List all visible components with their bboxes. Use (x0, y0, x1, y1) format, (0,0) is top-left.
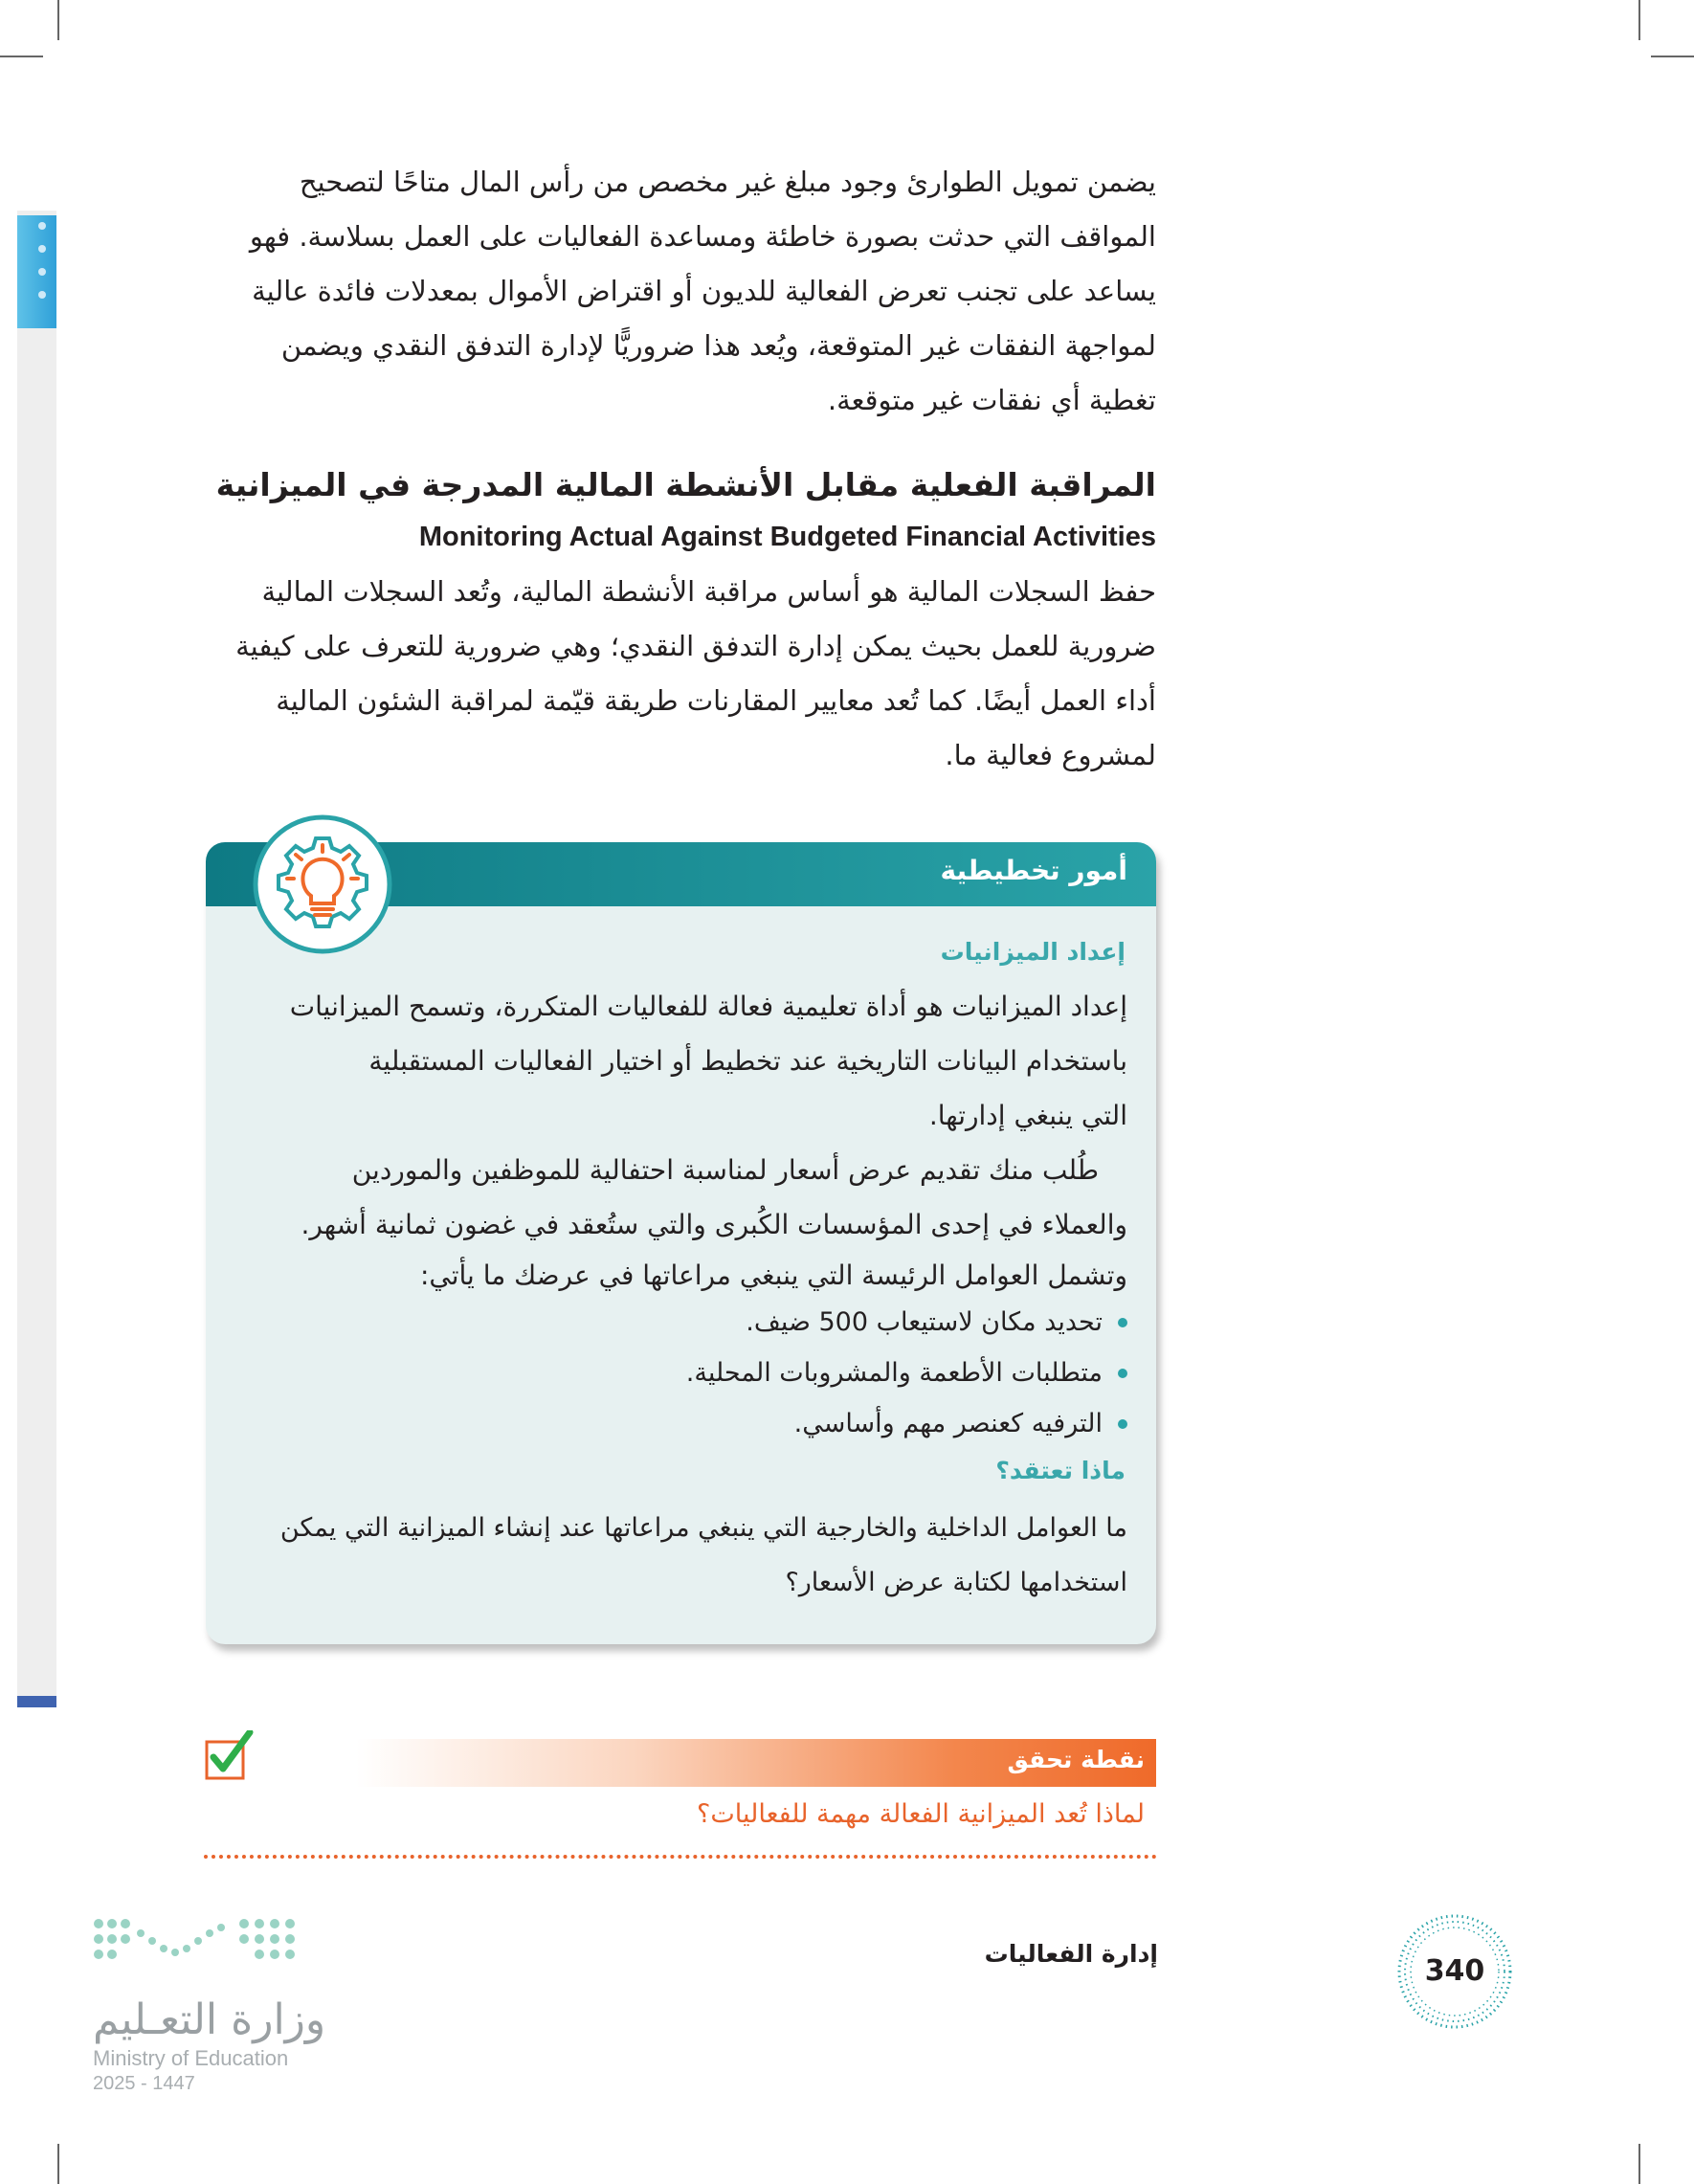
planning-box-subtitle: إعداد الميزانيات (940, 938, 1126, 966)
planning-line: طُلب منك تقديم عرض أسعار لمناسبة احتفالية للموظفين والموردين (351, 1154, 1099, 1186)
question-line: ما العوامل الداخلية والخارجية التي ينبغي مراعاتها عند إنشاء الميزانية التي يمكن (279, 1513, 1127, 1543)
section-line: ضرورية للعمل بحيث يمكن إدارة التدفق النقدي؛ وهي ضرورية للتعرف على كيفية (235, 630, 1156, 662)
ministry-name-ar: وزارة التعـليم (93, 1995, 326, 2044)
ministry-year: 2025 - 1447 (93, 2073, 195, 2094)
side-dot (38, 291, 46, 299)
page-number-badge (1393, 1909, 1517, 2034)
checkmark-icon (204, 1730, 256, 1782)
crop-mark (57, 0, 59, 40)
planning-line: إعداد الميزانيات هو أداة تعليمية فعالة للفعاليات المتكررة، وتسمح الميزانيات (289, 991, 1127, 1022)
requirements-list (686, 1297, 1127, 1449)
question-title: ماذا تعتقد؟ (995, 1457, 1126, 1484)
footer-title: إدارة الفعاليات (984, 1940, 1158, 1968)
intro-line: لمواجهة النفقات غير المتوقعة، ويُعد هذا ضروريًّا لإدارة التدفق النقدي ويضمن (280, 329, 1156, 362)
section-line: أداء العمل أيضًا. كما تُعد معايير المقارنات طريقة قيّمة لمراقبة الشئون المالية (276, 684, 1156, 717)
planning-line: وتشمل العوامل الرئيسة التي ينبغي مراعاتها في عرضك ما يأتي: (419, 1259, 1127, 1291)
planning-line: باستخدام البيانات التاريخية عند تخطيط أو اختيار الفعاليات المستقبلية (368, 1045, 1127, 1077)
section-heading-en: Monitoring Actual Against Budgeted Financial Activities (418, 522, 1156, 552)
crop-mark (1651, 56, 1694, 57)
crop-mark (57, 2144, 59, 2184)
intro-line: المواقف التي حدثت بصورة خاطئة ومساعدة الفعاليات على العمل بسلاسة. فهو (249, 220, 1156, 253)
side-marker (17, 1696, 56, 1707)
side-dot (38, 245, 46, 253)
checkpoint-title: نقطة تحقق (1007, 1746, 1145, 1773)
section-line: لمشروع فعالية ما. (945, 739, 1156, 771)
ministry-name-en: Ministry of Education (93, 2046, 289, 2070)
question-text (266, 1501, 1127, 1610)
intro-line: يضمن تمويل الطوارئ وجود مبلغ غير مخصص من رأس المال متاحًا لتصحيح (299, 166, 1156, 198)
crop-mark (1638, 2144, 1640, 2184)
intro-line: يساعد على تجنب تعرض الفعالية للديون أو اقتراض الأموال بمعدلات فائدة عالية (252, 275, 1156, 307)
gear-lightbulb-icon (252, 813, 393, 955)
crop-mark (1638, 0, 1640, 40)
side-accent (17, 215, 56, 328)
section-paragraph (199, 565, 1156, 783)
side-dot (38, 268, 46, 276)
side-dot (38, 222, 46, 230)
side-strip (17, 211, 56, 1704)
planning-line: التي ينبغي إدارتها. (928, 1100, 1127, 1131)
planning-line: والعملاء في إحدى المؤسسات الكُبرى والتي ستُعقد في غضون ثمانية أشهر. (301, 1209, 1127, 1240)
ministry-logo-icon (91, 1914, 311, 1991)
page-number: 340 (1424, 1954, 1485, 1988)
section-heading-ar: المراقبة الفعلية مقابل الأنشطة المالية المدرجة في الميزانية (215, 466, 1156, 503)
list-item: الترفيه كعنصر مهم وأساسي. (686, 1398, 1127, 1449)
list-item: متطلبات الأطعمة والمشروبات المحلية. (686, 1348, 1127, 1398)
planning-box-title: أمور تخطيطية (940, 855, 1127, 886)
list-item: تحديد مكان لاستيعاب 500 ضيف. (686, 1297, 1127, 1348)
intro-paragraph (199, 155, 1156, 428)
checkpoint-question: لماذا تُعد الميزانية الفعالة مهمة للفعاليات؟ (697, 1799, 1145, 1829)
question-line: استخدامها لكتابة عرض الأسعار؟ (785, 1568, 1127, 1597)
planning-box-text (237, 979, 1127, 1300)
dotted-divider (204, 1855, 1157, 1859)
crop-mark (0, 56, 43, 57)
intro-line: تغطية أي نفقات غير متوقعة. (827, 384, 1156, 416)
section-line: حفظ السجلات المالية هو أساس مراقبة الأنشطة المالية، وتُعد السجلات المالية (261, 575, 1156, 608)
